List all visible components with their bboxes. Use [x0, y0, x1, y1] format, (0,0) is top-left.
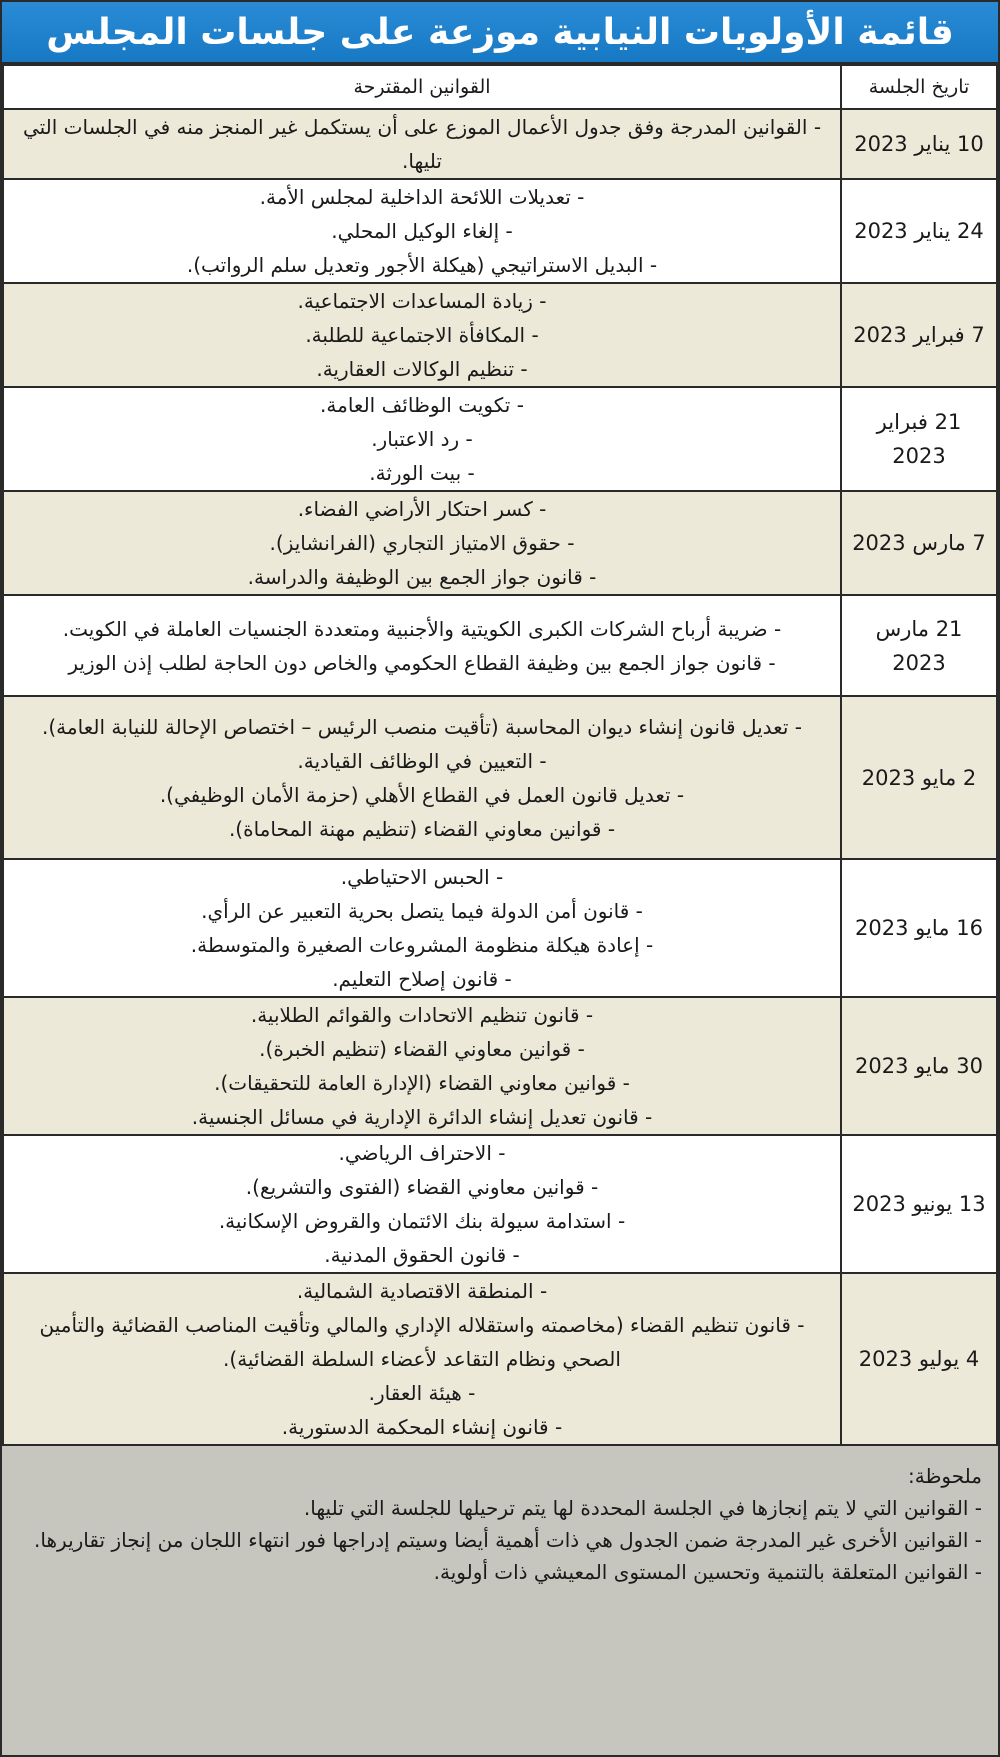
- session-date: 2 مايو 2023: [841, 696, 997, 859]
- law-item: - بيت الورثة.: [369, 461, 475, 485]
- proposed-laws: [3, 696, 841, 859]
- law-item: - البديل الاستراتيجي (هيكلة الأجور وتعديل سلم الرواتب).: [186, 253, 658, 277]
- law-item: - المنطقة الاقتصادية الشمالية.: [296, 1279, 548, 1303]
- proposed-laws: [3, 1135, 841, 1273]
- law-item: - قانون تنظيم الاتحادات والقوائم الطلابية.: [250, 1003, 594, 1027]
- law-item: - قوانين معاوني القضاء (الفتوى والتشريع).: [245, 1175, 599, 1199]
- law-item: - كسر احتكار الأراضي الفضاء.: [297, 497, 547, 521]
- law-item: - رد الاعتبار.: [371, 427, 473, 451]
- proposed-laws: [3, 859, 841, 997]
- law-item: - تعديل قانون العمل في القطاع الأهلي (حزمة الأمان الوظيفي).: [159, 782, 685, 807]
- session-date: 24 يناير 2023: [841, 179, 997, 283]
- law-item: - قوانين معاوني القضاء (الإدارة العامة للتحقيقات).: [214, 1071, 630, 1095]
- notes-list: [18, 1492, 982, 1588]
- session-date: 7 فبراير 2023: [841, 283, 997, 387]
- note-item: - القوانين التي لا يتم إنجازها في الجلسة المحددة لها يتم ترحيلها للجلسة التي تليها.: [303, 1496, 982, 1520]
- law-item: - زيادة المساعدات الاجتماعية.: [297, 289, 547, 313]
- law-item: - قانون إصلاح التعليم.: [332, 967, 512, 991]
- law-item: - الاحتراف الرياضي.: [338, 1141, 506, 1165]
- session-date: 10 يناير 2023: [841, 109, 997, 179]
- note-item: - القوانين المتعلقة بالتنمية وتحسين المستوى المعيشي ذات أولوية.: [433, 1560, 982, 1584]
- proposed-laws: [3, 283, 841, 387]
- law-item: - ضريبة أرباح الشركات الكبرى الكويتية والأجنبية ومتعددة الجنسيات العاملة في الكويت.: [62, 616, 782, 641]
- notes-section: [2, 1446, 998, 1755]
- laws-list: [18, 180, 826, 282]
- laws-list: [18, 612, 826, 680]
- law-item: - قوانين معاوني القضاء (تنظيم مهنة المحاماة).: [228, 816, 616, 841]
- session-date: 16 مايو 2023: [841, 859, 997, 997]
- table-row: [3, 109, 997, 179]
- laws-list: [18, 110, 826, 178]
- title-bar: [2, 2, 998, 64]
- proposed-laws: [3, 1273, 841, 1445]
- session-date: 4 يوليو 2023: [841, 1273, 997, 1445]
- law-item: - تكويت الوظائف العامة.: [320, 393, 524, 417]
- law-item: - قانون الحقوق المدنية.: [324, 1243, 520, 1267]
- session-date: 21 مارس 2023: [841, 595, 997, 696]
- notes-heading: ملحوظة:: [908, 1464, 982, 1488]
- table-row: [3, 387, 997, 491]
- law-item: - قانون تعديل إنشاء الدائرة الإدارية في مسائل الجنسية.: [191, 1105, 653, 1129]
- table-row: [3, 696, 997, 859]
- proposed-laws: [3, 109, 841, 179]
- session-date: 13 يونيو 2023: [841, 1135, 997, 1273]
- proposed-laws: [3, 179, 841, 283]
- header-session-date: تاريخ الجلسة: [841, 65, 997, 109]
- law-item: - إعادة هيكلة منظومة المشروعات الصغيرة والمتوسطة.: [190, 933, 654, 957]
- law-item: - الحبس الاحتياطي.: [340, 865, 504, 889]
- table-row: [3, 595, 997, 696]
- header-proposed-laws: القوانين المقترحة: [3, 65, 841, 109]
- session-date: 7 مارس 2023: [841, 491, 997, 595]
- laws-list: [18, 388, 826, 490]
- laws-list: [18, 710, 826, 846]
- table-row: [3, 1273, 997, 1445]
- session-date: 30 مايو 2023: [841, 997, 997, 1135]
- table-row: [3, 859, 997, 997]
- law-item: - القوانين المدرجة وفق جدول الأعمال الموزع على أن يستكمل غير المنجز منه في الجلسات التي تليها.: [22, 115, 822, 173]
- law-item: - تعديلات اللائحة الداخلية لمجلس الأمة.: [259, 185, 585, 209]
- table-row: [3, 283, 997, 387]
- laws-list: [18, 492, 826, 594]
- laws-list: [18, 1136, 826, 1272]
- note-item: - القوانين الأخرى غير المدرجة ضمن الجدول هي ذات أهمية أيضا وسيتم إدراجها فور انتهاء اللجان من إنجاز تقاريرها.: [34, 1528, 982, 1552]
- laws-list: [18, 998, 826, 1134]
- law-item: - قانون إنشاء المحكمة الدستورية.: [281, 1415, 563, 1439]
- table-header-row: [3, 65, 997, 109]
- laws-list: [18, 1274, 826, 1444]
- law-item: - قانون أمن الدولة فيما يتصل بحرية التعبير عن الرأي.: [201, 899, 643, 923]
- table-row: [3, 1135, 997, 1273]
- proposed-laws: [3, 997, 841, 1135]
- table-body: [3, 109, 997, 1445]
- law-item: - إلغاء الوكيل المحلي.: [331, 219, 513, 243]
- law-item: - استدامة سيولة بنك الائتمان والقروض الإسكانية.: [218, 1209, 626, 1233]
- law-item: - قانون تنظيم القضاء (مخاصمته واستقلاله الإداري والمالي وتأقيت المناصب القضائية والتأمين الصحي ونظام التقاعد لأعضاء السلطة القضائية).: [39, 1313, 805, 1371]
- session-date: 21 فبراير 2023: [841, 387, 997, 491]
- laws-list: [18, 860, 826, 996]
- law-item: - تعديل قانون إنشاء ديوان المحاسبة (تأقيت منصب الرئيس – اختصاص الإحالة للنيابة العامة).: [42, 714, 802, 739]
- law-item: - قانون جواز الجمع بين الوظيفة والدراسة.: [247, 565, 597, 589]
- table-row: [3, 997, 997, 1135]
- proposed-laws: [3, 491, 841, 595]
- law-item: - حقوق الامتياز التجاري (الفرانشايز).: [269, 531, 575, 555]
- proposed-laws: [3, 387, 841, 491]
- page-title: قائمة الأولويات النيابية موزعة على جلسات المجلس: [46, 11, 954, 53]
- priorities-table: [2, 64, 998, 1446]
- law-item: - تنظيم الوكالات العقارية.: [316, 357, 528, 381]
- law-item: - التعيين في الوظائف القيادية.: [297, 748, 547, 773]
- laws-list: [18, 284, 826, 386]
- table-row: [3, 491, 997, 595]
- law-item: - هيئة العقار.: [368, 1381, 476, 1405]
- law-item: - المكافأة الاجتماعية للطلبة.: [305, 323, 539, 347]
- table-row: [3, 179, 997, 283]
- law-item: - قوانين معاوني القضاء (تنظيم الخبرة).: [259, 1037, 585, 1061]
- proposed-laws: [3, 595, 841, 696]
- law-item: - قانون جواز الجمع بين وظيفة القطاع الحكومي والخاص دون الحاجة لطلب إذن الوزير: [68, 650, 776, 675]
